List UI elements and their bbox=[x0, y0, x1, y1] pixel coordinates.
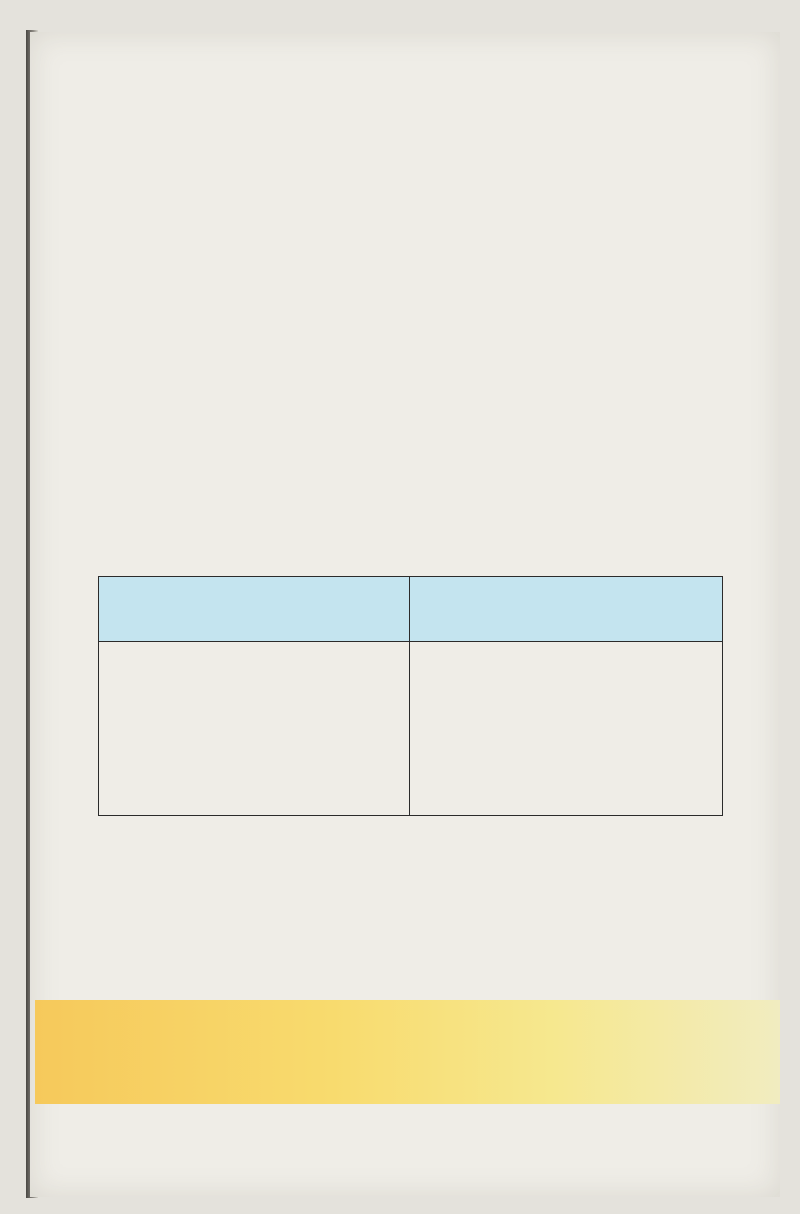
table-header-syuzhet bbox=[410, 577, 723, 642]
fabula-syuzhet-table bbox=[98, 576, 723, 816]
table-cell-syuzhet-list bbox=[410, 642, 723, 816]
table-header-fabula bbox=[99, 577, 410, 642]
definitions-highlight-box bbox=[35, 1000, 780, 1104]
table-cell-fabula-list bbox=[99, 642, 410, 816]
